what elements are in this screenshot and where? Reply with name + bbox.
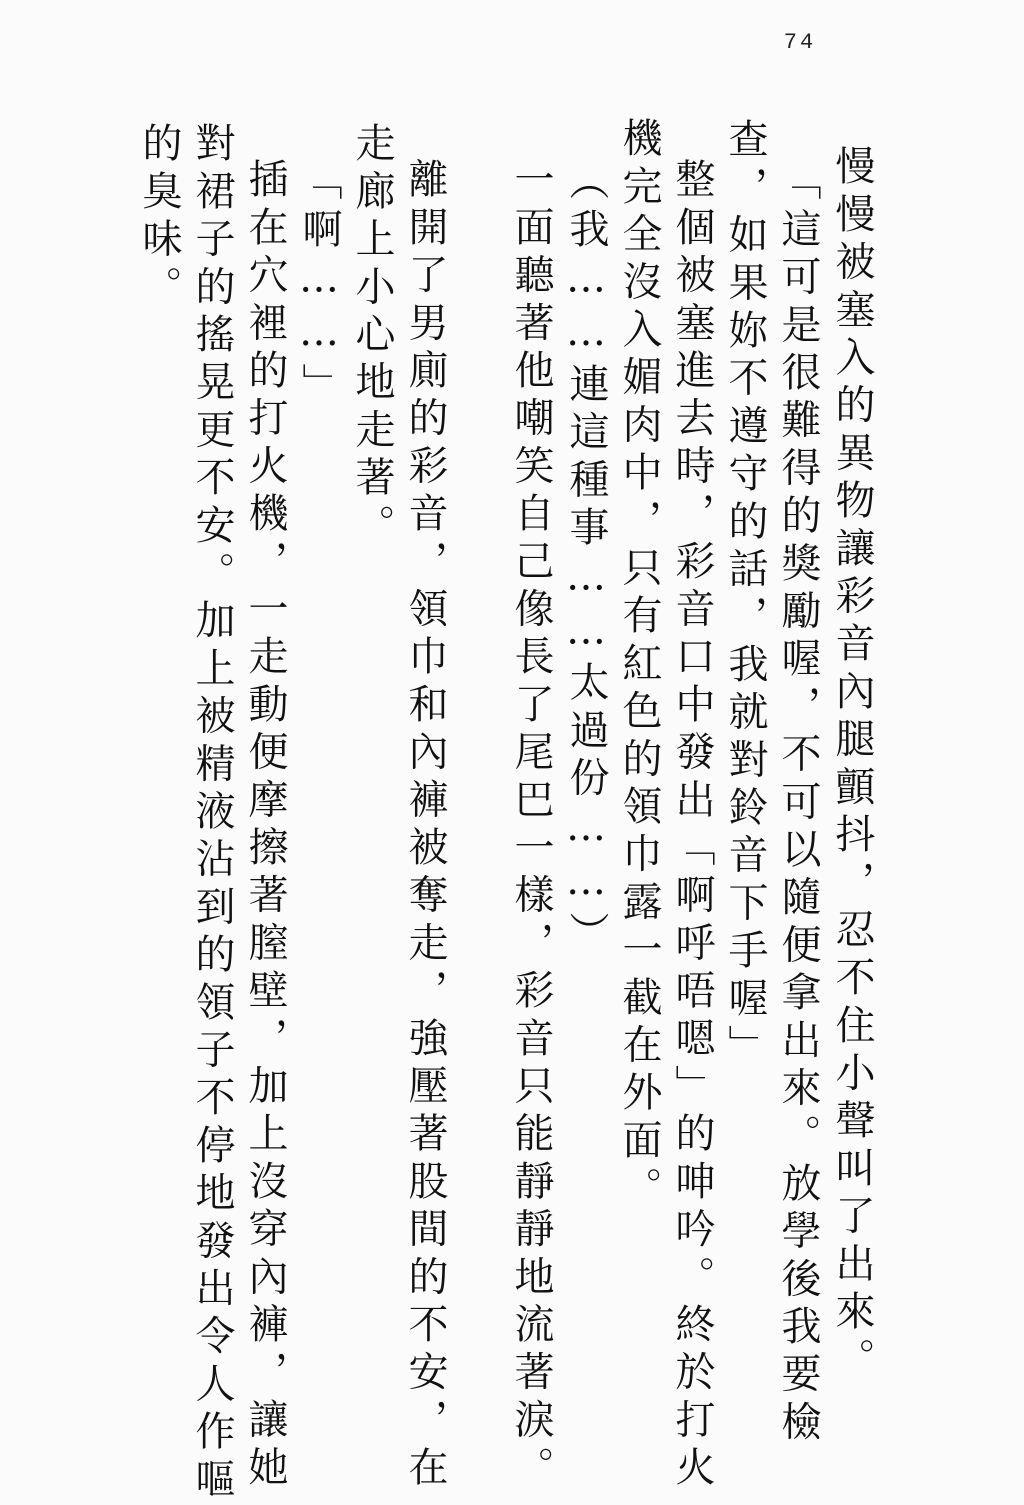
text-column: 離開了男廁的彩音，領巾和內褲被奪走，強壓著股間的不安，在: [402, 158, 448, 1494]
text-column: 查，如果妳不遵守的話，我就對鈴音下手喔」: [722, 118, 768, 1072]
text-column: 「這可是很難得的獎勵喔，不可以隨便拿出來。放學後我要檢: [775, 160, 821, 1448]
text-column: 對裙子的搖晃更不安。加上被精液沾到的領子不停地發出令人作嘔: [189, 122, 235, 1505]
text-column: 機完全沒入媚肉中，只有紅色的領巾露一截在外面。: [616, 117, 662, 1215]
text-column: 的臭味。: [136, 122, 182, 313]
text-column: 慢慢被塞入的異物讓彩音內腿顫抖，忍不住小聲叫了出來。: [829, 145, 875, 1386]
page-number: 74: [783, 30, 817, 55]
text-column: 插在穴裡的打火機，一走動便摩擦著膣壁，加上沒穿內褲，讓她: [242, 158, 288, 1494]
text-column: 整個被塞進去時，彩音口中發出「啊呼唔嗯」的呻吟。終於打火: [669, 158, 715, 1494]
text-column: （我……連這種事……太過份……）: [563, 160, 609, 960]
text-column: 一面聽著他嘲笑自己像長了尾巴一樣，彩音只能靜靜地流著淚。: [508, 158, 554, 1494]
text-column: 走廊上小心地走著。: [349, 122, 395, 552]
text-column: 「啊……」: [296, 160, 342, 411]
